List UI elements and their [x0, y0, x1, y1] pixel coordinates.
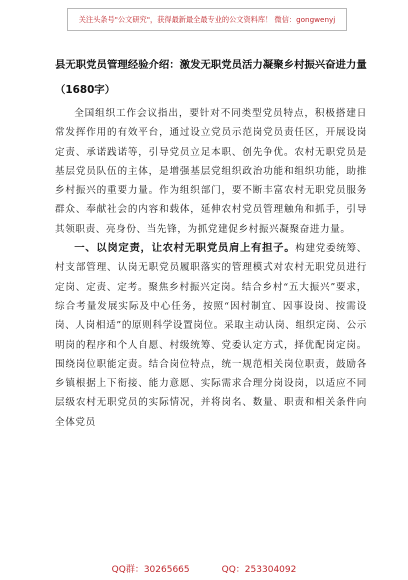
paragraph-section-1: [55, 239, 367, 432]
footer-qq: QQ：253304092: [221, 565, 297, 575]
paragraph-intro: 全国组织工作会议指出，要针对不同类型党员特点，积极搭建日常发挥作用的有效平台，通过设立党员示范岗党员责任区，开展设岗定责、承诺践诺等，引导党员立足本职、创先争优。农村无职党员是基层党员队伍的主体，是增强基层党组织政治功能和组织功能，助推乡村振兴的重要力量。作为组织部门，要不断丰富农村无职党员服务群众、奉献社会的内容和载体，延伸农村党员管理触角和抓手，引导其领职责、亮身份、当先锋，为抓党建促乡村振兴凝聚奋进力量。: [55, 108, 367, 235]
header-banner: 关注头条号"公文研究"，获得最新最全最专业的公文资料库！ 微信：gongwenyj: [67, 8, 347, 31]
footer-qq-group: QQ群：30265665: [111, 565, 190, 575]
document-body: [55, 104, 367, 432]
section-text: 构建党委统筹、村支部管理、认岗无职党员履职落实的管理模式对农村无职党员进行定岗、定责、定考。聚焦乡村振兴定岗。结合乡村“五大振兴”要求，综合考量发展实际及中心任务，按照“因村制宜、因事设岗、按需设岗、人岗相适”的原则科学设置岗位。采取主动认岗、组织定岗、公示明岗的程序和个人自愿、村级统筹、党委认定方式，择优配岗定岗。围绕岗位职能定责。结合岗位特点，统一规范相关岗位职责，鼓励各乡镇根据上下衔接、能力意愿、实际需求合理分岗设岗，以适应不同层级农村无职党员的实际情况，并将岗名、数量、职责和相关条件向全体党员: [55, 243, 368, 428]
section-heading: 一、以岗定责，让农村无职党员肩上有担子。: [74, 242, 296, 255]
footer-contact: [0, 562, 408, 575]
document-title: 县无职党员管理经验介绍：激发无职党员活力凝聚乡村振兴奋进力量（1680字）: [55, 59, 367, 96]
